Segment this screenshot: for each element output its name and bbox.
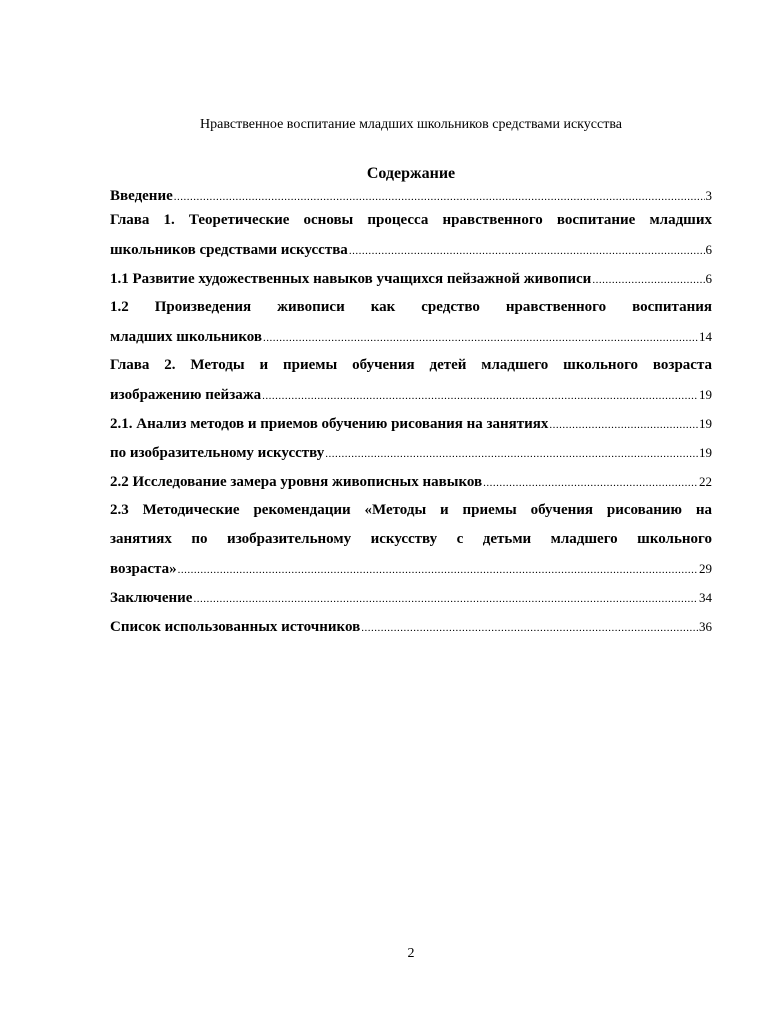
toc-entry: Заключение ..... 34 <box>110 583 712 612</box>
toc-entry: занятиях по изобразительному искусству с детьми младшего школьного <box>110 531 712 547</box>
toc-entry: 2.1. Анализ методов и приемов обучению рисования на занятиях ..... 19 <box>110 409 712 438</box>
toc-entry: младших школьников ..... 14 <box>110 322 712 351</box>
toc-entry: школьников средствами искусства ..... 6 <box>110 235 712 264</box>
toc-title: Содержание <box>366 165 456 182</box>
toc-entry: 1.2 Произведения живописи как средство нравственного воспитания <box>110 299 712 315</box>
toc-entry: Список использованных источников ..... 36 <box>110 612 712 641</box>
document-header: Нравственное воспитание младших школьников средствами искусства <box>200 117 622 132</box>
toc-entry: 2.2 Исследование замера уровня живописных навыков ..... 22 <box>110 467 712 496</box>
toc-entry: возраста» ..... 29 <box>110 554 712 583</box>
toc-entry: Глава 1. Теоретические основы процесса нравственного воспитание младших <box>110 212 712 228</box>
table-of-contents <box>110 186 712 641</box>
toc-entry: изображению пейзажа ..... 19 <box>110 380 712 409</box>
toc-entry: 1.1 Развитие художественных навыков учащихся пейзажной живописи ..... 6 <box>110 264 712 293</box>
toc-entry: 2.3 Методические рекомендации «Методы и приемы обучения рисованию на <box>110 502 712 518</box>
toc-entry: по изобразительному искусству ..... 19 <box>110 438 712 467</box>
page-number: 2 <box>407 946 415 961</box>
toc-entry: Глава 2. Методы и приемы обучения детей младшего школьного возраста <box>110 357 712 373</box>
toc-entry: Введение ..... 3 <box>110 186 712 206</box>
